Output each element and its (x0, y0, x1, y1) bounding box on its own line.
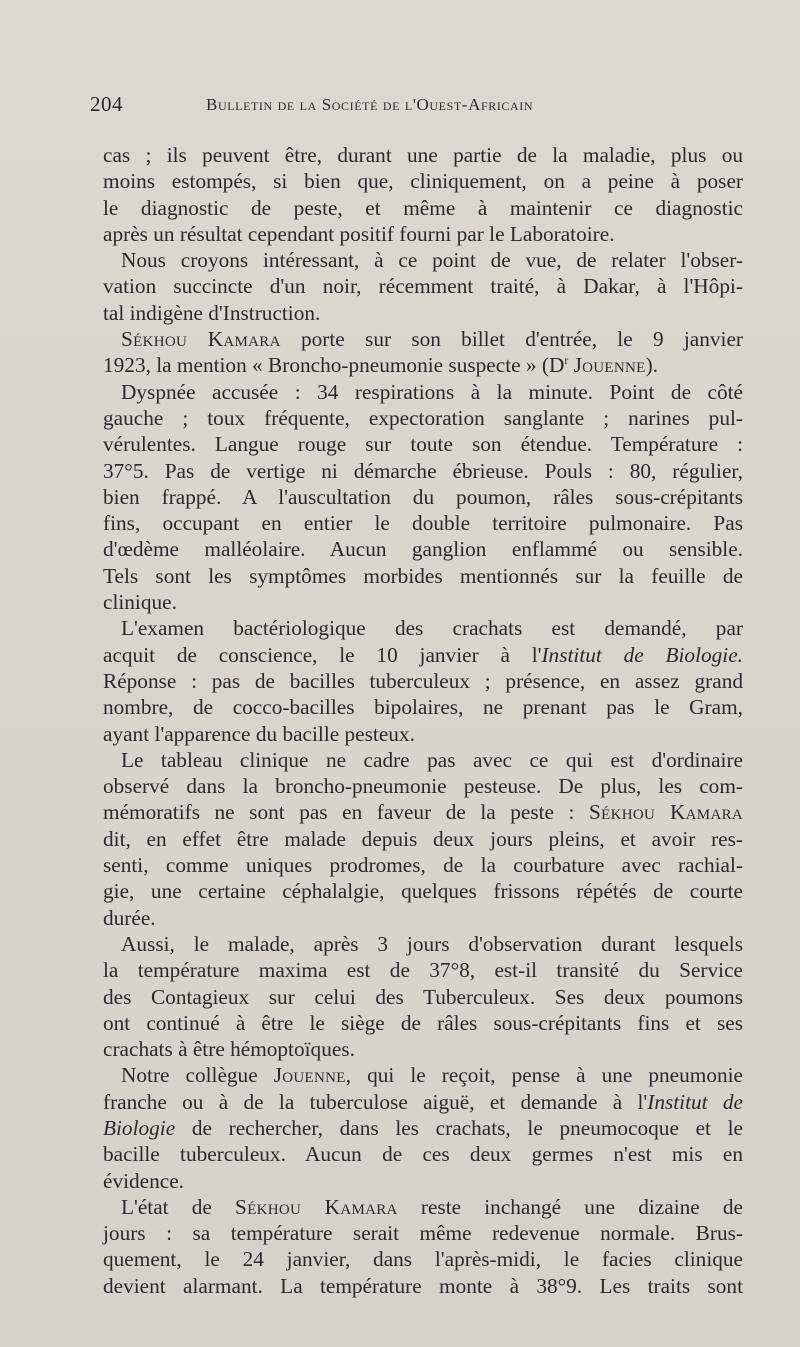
text-line: clinique. (103, 590, 177, 615)
text-line: ayant l'apparence du bacille pesteux. (103, 721, 415, 746)
text-run: , qui le reçoit, pense à une pneumonie (345, 1063, 743, 1088)
body-text (103, 142, 743, 1299)
page-number: 204 (90, 92, 123, 116)
text-line: le diagnostic de peste, et même à maintenir ce diagnostic (103, 195, 743, 220)
text-line (103, 1194, 743, 1220)
italic-text: Institut de (647, 1089, 743, 1114)
text-run: acquit de conscience, le 10 janvier à l' (103, 642, 542, 667)
text-line: gie, une certaine céphalalgie, quelques frissons répétés de courte (103, 879, 743, 904)
text-line: cas ; ils peuvent être, durant une partie de la maladie, plus ou (103, 143, 743, 167)
text-line (103, 1089, 743, 1115)
text-line: observé dans la broncho-pneumonie pesteuse. De plus, les com- (103, 774, 743, 799)
text-line: L'examen bactériologique des crachats est demandé, par (121, 616, 743, 641)
text-line: jours : sa température serait même redevenue normale. Brus- (103, 1221, 743, 1246)
text-line: devient alarmant. La température monte à 38°9. Les traits sont (103, 1273, 743, 1298)
text-run: 1923, la mention « Broncho-pneumonie suspecte » (D (103, 353, 565, 378)
text-line: Tels sont les symptômes morbides mentionnés sur la feuille de (103, 563, 743, 588)
running-head: Bulletin de la Société de l'Ouest-Africain (206, 95, 534, 114)
text-line: Dyspnée accusée : 34 respirations à la minute. Point de côté (121, 379, 743, 404)
text-line: fins, occupant en entier le double territoire pulmonaire. Pas (103, 511, 743, 536)
text-run: reste inchangé une dizaine de (397, 1194, 743, 1219)
text-line: d'œdème malléolaire. Aucun ganglion enflammé ou sensible. (103, 537, 743, 562)
text-line (103, 326, 743, 352)
italic-text: Institut de Biologie. (541, 642, 743, 667)
text-line: durée. (103, 905, 156, 930)
text-line: bien frappé. A l'auscultation du poumon, râles sous-crépitants (103, 484, 743, 509)
text-line: tal indigène d'Instruction. (103, 300, 321, 325)
text-run: ). (645, 353, 659, 378)
text-line: vérulentes. Langue rouge sur toute son étendue. Température : (103, 432, 743, 457)
text-line: bacille tuberculeux. Aucun de ces deux germes n'est mis en (103, 1142, 743, 1167)
text-line: évidence. (103, 1168, 184, 1193)
text-line (103, 1062, 743, 1088)
text-line: senti, comme uniques prodromes, de la courbature avec rachial- (103, 853, 743, 878)
text-line (103, 799, 743, 825)
text-line: nombre, de cocco-bacilles bipolaires, ne prenant pas le Gram, (103, 695, 743, 720)
superscript: r (564, 354, 569, 368)
text-line (103, 1115, 743, 1141)
small-caps-name: Jouenne (573, 353, 646, 378)
text-run: L'état de (121, 1194, 236, 1219)
text-line: Réponse : pas de bacilles tuberculeux ; présence, en assez grand (103, 668, 743, 693)
text-line: crachats à être hémoptoïques. (103, 1037, 355, 1062)
text-line: Le tableau clinique ne cadre pas avec ce qui est d'ordinaire (121, 747, 743, 772)
italic-text: Biologie (103, 1115, 176, 1140)
small-caps-name: Sékhou Kamara (121, 327, 281, 352)
text-line: des Contagieux sur celui des Tuberculeux. Ses deux poumons (103, 984, 743, 1009)
text-line: Aussi, le malade, après 3 jours d'observation durant lesquels (121, 931, 743, 956)
text-line (103, 352, 743, 378)
text-run: de rechercher, dans les crachats, le pneumocoque et le (175, 1115, 743, 1140)
text-line: après un résultat cependant positif fourni par le Laboratoire. (103, 221, 615, 246)
small-caps-name: Sékhou Kamara (235, 1194, 398, 1219)
text-run: mémoratifs ne sont pas en faveur de la peste : (103, 800, 590, 825)
text-line: gauche ; toux fréquente, expectoration sanglante ; narines pul- (103, 405, 743, 430)
text-line: ont continué à être le siège de râles sous-crépitants fins et ses (103, 1010, 743, 1035)
text-line: Nous croyons intéressant, à ce point de vue, de relater l'obser- (121, 248, 743, 273)
text-line: moins estompés, si bien que, cliniquement, on a peine à poser (103, 169, 743, 194)
small-caps-name: Jouenne (273, 1063, 346, 1088)
text-run: franche ou à de la tuberculose aiguë, et demande à l' (103, 1089, 648, 1114)
text-line: quement, le 24 janvier, dans l'après-midi, le facies clinique (103, 1247, 743, 1272)
text-line: dit, en effet être malade depuis deux jours pleins, et avoir res- (103, 826, 743, 851)
text-line (103, 642, 743, 668)
text-run: Notre collègue (121, 1063, 274, 1088)
text-line: la température maxima est de 37°8, est-il transité du Service (103, 958, 743, 983)
text-line: 37°5. Pas de vertige ni démarche ébrieuse. Pouls : 80, régulier, (103, 458, 743, 483)
page-header (90, 92, 730, 122)
text-line: vation succincte d'un noir, récemment traité, à Dakar, à l'Hôpi- (103, 274, 743, 299)
small-caps-name: Sékhou Kamara (589, 800, 744, 825)
text-run: porte sur son billet d'entrée, le 9 janvier (280, 327, 743, 352)
